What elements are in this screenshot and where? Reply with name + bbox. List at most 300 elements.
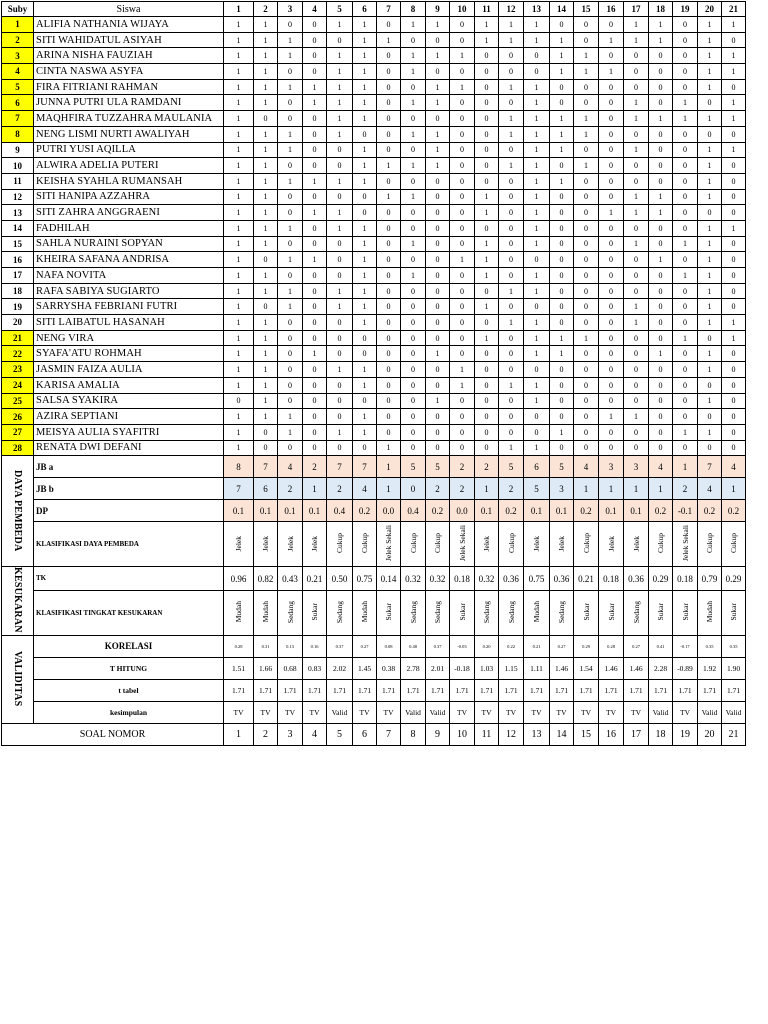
score-cell: 1 bbox=[698, 220, 722, 236]
score-cell: 0 bbox=[624, 283, 649, 299]
score-cell: 0 bbox=[450, 189, 475, 205]
score-cell: 0 bbox=[499, 64, 524, 80]
score-cell: 0 bbox=[377, 362, 401, 378]
item-analysis-table bbox=[1, 1, 746, 746]
score-cell: 1 bbox=[353, 64, 377, 80]
score-cell: 0 bbox=[722, 158, 746, 174]
score-cell: 1 bbox=[254, 48, 278, 64]
kdp-value bbox=[475, 522, 499, 567]
score-cell: 1 bbox=[524, 220, 550, 236]
tk-value: 0.82 bbox=[254, 567, 278, 591]
score-cell: 0 bbox=[377, 346, 401, 362]
score-cell: 0 bbox=[426, 64, 450, 80]
kor-value: 0.35 bbox=[698, 635, 722, 657]
nom-value: 16 bbox=[599, 723, 624, 745]
item-number-header: 4 bbox=[303, 2, 327, 17]
score-cell: 0 bbox=[550, 299, 574, 315]
score-cell: 0 bbox=[649, 142, 673, 158]
score-cell: 0 bbox=[698, 126, 722, 142]
jba-label: JB a bbox=[34, 456, 224, 478]
score-cell: 0 bbox=[550, 236, 574, 252]
score-cell: 1 bbox=[624, 299, 649, 315]
score-cell: 0 bbox=[550, 268, 574, 284]
score-cell: 1 bbox=[499, 315, 524, 331]
kdp-row bbox=[2, 522, 746, 567]
score-cell: 0 bbox=[649, 64, 673, 80]
score-cell: 0 bbox=[499, 142, 524, 158]
kdp-value bbox=[649, 522, 673, 567]
score-cell: 1 bbox=[624, 315, 649, 331]
score-cell: 0 bbox=[278, 377, 303, 393]
score-cell: 0 bbox=[254, 440, 278, 456]
kes-value: Valid bbox=[401, 701, 426, 723]
kdp-value-text: Jelek bbox=[606, 535, 616, 551]
ktk-value bbox=[524, 591, 550, 636]
student-number: 24 bbox=[2, 377, 34, 393]
score-cell: 0 bbox=[499, 393, 524, 409]
item-number-header: 10 bbox=[450, 2, 475, 17]
student-number: 4 bbox=[2, 64, 34, 80]
score-cell: 0 bbox=[698, 95, 722, 111]
score-cell: 0 bbox=[353, 330, 377, 346]
score-cell: 0 bbox=[599, 440, 624, 456]
kdp-value bbox=[722, 522, 746, 567]
score-cell: 0 bbox=[574, 142, 599, 158]
dp-value: 0.2 bbox=[574, 500, 599, 522]
score-cell: 1 bbox=[224, 315, 254, 331]
student-name: SITI HANIPA AZZAHRA bbox=[34, 189, 224, 205]
score-cell: 0 bbox=[599, 252, 624, 268]
score-cell: 1 bbox=[499, 440, 524, 456]
score-cell: 1 bbox=[722, 64, 746, 80]
kes-value: TV bbox=[624, 701, 649, 723]
score-cell: 0 bbox=[673, 142, 698, 158]
ktk-value-text: Sedang bbox=[631, 601, 641, 624]
score-cell: 0 bbox=[624, 440, 649, 456]
ktk-label: KLASIFIKASI TINGKAT KESUKARAN bbox=[34, 591, 224, 636]
student-number: 1 bbox=[2, 17, 34, 33]
jbb-value: 2 bbox=[278, 478, 303, 500]
score-cell: 0 bbox=[524, 424, 550, 440]
score-cell: 0 bbox=[599, 17, 624, 33]
score-cell: 0 bbox=[475, 393, 499, 409]
kdp-value-text: Cukup bbox=[506, 533, 516, 554]
score-cell: 0 bbox=[722, 409, 746, 425]
score-cell: 1 bbox=[475, 32, 499, 48]
score-cell: 1 bbox=[327, 48, 353, 64]
kor-value: 0.41 bbox=[649, 635, 673, 657]
score-cell: 0 bbox=[475, 142, 499, 158]
score-cell: 1 bbox=[698, 64, 722, 80]
th-value: 1.03 bbox=[475, 657, 499, 679]
item-number-header: 11 bbox=[475, 2, 499, 17]
tk-value: 0.50 bbox=[327, 567, 353, 591]
jba-value: 7 bbox=[698, 456, 722, 478]
score-cell: 0 bbox=[278, 111, 303, 127]
th-value: 1.90 bbox=[722, 657, 746, 679]
score-cell: 0 bbox=[550, 440, 574, 456]
score-cell: 0 bbox=[722, 424, 746, 440]
student-row bbox=[2, 236, 746, 252]
score-cell: 1 bbox=[426, 17, 450, 33]
dp-value: 0.2 bbox=[698, 500, 722, 522]
score-cell: 1 bbox=[278, 283, 303, 299]
score-cell: 1 bbox=[327, 95, 353, 111]
dp-value: 0.2 bbox=[426, 500, 450, 522]
score-cell: 0 bbox=[698, 440, 722, 456]
score-cell: 0 bbox=[303, 111, 327, 127]
tt-value: 1.71 bbox=[649, 679, 673, 701]
score-cell: 0 bbox=[377, 111, 401, 127]
jba-value: 1 bbox=[377, 456, 401, 478]
score-cell: 1 bbox=[224, 409, 254, 425]
item-number-header: 1 bbox=[224, 2, 254, 17]
ktk-value-text: Sukar bbox=[680, 603, 690, 621]
jbb-value: 1 bbox=[599, 478, 624, 500]
score-cell: 0 bbox=[673, 315, 698, 331]
score-cell: 1 bbox=[254, 393, 278, 409]
kor-label: KORELASI bbox=[34, 635, 224, 657]
jba-value: 5 bbox=[499, 456, 524, 478]
score-cell: 0 bbox=[426, 32, 450, 48]
student-name: RENATA DWI DEFANI bbox=[34, 440, 224, 456]
score-cell: 1 bbox=[550, 32, 574, 48]
score-cell: 0 bbox=[303, 330, 327, 346]
student-number: 2 bbox=[2, 32, 34, 48]
jba-value: 7 bbox=[254, 456, 278, 478]
score-cell: 0 bbox=[722, 252, 746, 268]
daya-pembeda-section bbox=[2, 456, 34, 567]
score-cell: 0 bbox=[303, 126, 327, 142]
kes-value: Valid bbox=[698, 701, 722, 723]
score-cell: 0 bbox=[574, 424, 599, 440]
tt-row bbox=[2, 679, 746, 701]
score-cell: 1 bbox=[550, 173, 574, 189]
score-cell: 1 bbox=[353, 48, 377, 64]
student-number: 7 bbox=[2, 111, 34, 127]
score-cell: 1 bbox=[624, 409, 649, 425]
score-cell: 0 bbox=[327, 315, 353, 331]
score-cell: 0 bbox=[401, 393, 426, 409]
score-cell: 1 bbox=[722, 315, 746, 331]
th-value: 1.11 bbox=[524, 657, 550, 679]
kor-value: 0.37 bbox=[327, 635, 353, 657]
score-cell: 0 bbox=[278, 346, 303, 362]
score-cell: 0 bbox=[649, 315, 673, 331]
score-cell: 0 bbox=[624, 393, 649, 409]
score-cell: 0 bbox=[574, 440, 599, 456]
score-cell: 1 bbox=[353, 377, 377, 393]
ktk-value-text: Mudah bbox=[234, 601, 243, 623]
student-name: CINTA NASWA ASYFA bbox=[34, 64, 224, 80]
score-cell: 0 bbox=[353, 126, 377, 142]
tt-value: 1.71 bbox=[524, 679, 550, 701]
score-cell: 1 bbox=[303, 79, 327, 95]
score-cell: 0 bbox=[722, 346, 746, 362]
nom-value: 17 bbox=[624, 723, 649, 745]
jba-value: 5 bbox=[401, 456, 426, 478]
score-cell: 1 bbox=[254, 189, 278, 205]
score-cell: 0 bbox=[278, 64, 303, 80]
score-cell: 0 bbox=[550, 79, 574, 95]
student-number: 22 bbox=[2, 346, 34, 362]
score-cell: 0 bbox=[254, 111, 278, 127]
ktk-value bbox=[673, 591, 698, 636]
th-value: 1.54 bbox=[574, 657, 599, 679]
score-cell: 0 bbox=[698, 330, 722, 346]
suby-header: Suby bbox=[2, 2, 34, 17]
score-cell: 0 bbox=[624, 268, 649, 284]
score-cell: 0 bbox=[327, 189, 353, 205]
tt-value: 1.71 bbox=[377, 679, 401, 701]
dp-value: 0.1 bbox=[224, 500, 254, 522]
student-row bbox=[2, 173, 746, 189]
score-cell: 0 bbox=[278, 189, 303, 205]
ktk-value-text: Mudah bbox=[705, 601, 714, 623]
score-cell: 1 bbox=[224, 64, 254, 80]
score-cell: 0 bbox=[377, 236, 401, 252]
score-cell: 0 bbox=[550, 362, 574, 378]
dp-row bbox=[2, 500, 746, 522]
score-cell: 0 bbox=[574, 362, 599, 378]
jbb-value: 5 bbox=[524, 478, 550, 500]
score-cell: 0 bbox=[673, 173, 698, 189]
item-number-header: 20 bbox=[698, 2, 722, 17]
score-cell: 1 bbox=[649, 111, 673, 127]
tt-value: 1.71 bbox=[499, 679, 524, 701]
score-cell: 0 bbox=[673, 48, 698, 64]
jba-value: 4 bbox=[649, 456, 673, 478]
score-cell: 1 bbox=[499, 111, 524, 127]
score-cell: 0 bbox=[550, 158, 574, 174]
kes-value: TV bbox=[574, 701, 599, 723]
score-cell: 0 bbox=[303, 440, 327, 456]
th-value: 1.46 bbox=[599, 657, 624, 679]
score-cell: 0 bbox=[426, 111, 450, 127]
score-cell: 1 bbox=[327, 362, 353, 378]
kes-value: TV bbox=[673, 701, 698, 723]
score-cell: 1 bbox=[353, 79, 377, 95]
score-cell: 1 bbox=[649, 252, 673, 268]
score-cell: 0 bbox=[401, 362, 426, 378]
kes-value: TV bbox=[254, 701, 278, 723]
score-cell: 1 bbox=[353, 95, 377, 111]
score-cell: 0 bbox=[722, 205, 746, 221]
score-cell: 0 bbox=[377, 126, 401, 142]
score-cell: 0 bbox=[599, 189, 624, 205]
score-cell: 1 bbox=[599, 32, 624, 48]
nom-value: 2 bbox=[254, 723, 278, 745]
score-cell: 0 bbox=[303, 283, 327, 299]
score-cell: 0 bbox=[599, 393, 624, 409]
score-cell: 0 bbox=[303, 409, 327, 425]
score-cell: 1 bbox=[426, 158, 450, 174]
kes-value: Valid bbox=[327, 701, 353, 723]
kor-value: 0.35 bbox=[722, 635, 746, 657]
ktk-value-text: Sedang bbox=[433, 601, 442, 624]
score-cell: 1 bbox=[550, 330, 574, 346]
kes-label: kesimpulan bbox=[34, 701, 224, 723]
jba-value: 4 bbox=[574, 456, 599, 478]
score-cell: 1 bbox=[524, 268, 550, 284]
score-cell: 1 bbox=[224, 220, 254, 236]
ktk-value bbox=[278, 591, 303, 636]
score-cell: 1 bbox=[524, 283, 550, 299]
ktk-value-text: Sukar bbox=[310, 603, 319, 621]
jba-value: 7 bbox=[353, 456, 377, 478]
score-cell: 1 bbox=[550, 346, 574, 362]
jbb-row bbox=[2, 478, 746, 500]
score-cell: 0 bbox=[327, 236, 353, 252]
score-cell: 1 bbox=[224, 236, 254, 252]
kor-value: 0.37 bbox=[426, 635, 450, 657]
validitas-section-label: VALIDITAS bbox=[12, 650, 23, 707]
score-cell: 0 bbox=[624, 126, 649, 142]
ktk-value bbox=[224, 591, 254, 636]
score-cell: 0 bbox=[401, 330, 426, 346]
tk-value: 0.29 bbox=[649, 567, 673, 591]
jbb-value: 4 bbox=[353, 478, 377, 500]
student-row bbox=[2, 440, 746, 456]
score-cell: 0 bbox=[450, 393, 475, 409]
nom-value: 4 bbox=[303, 723, 327, 745]
jba-value: 1 bbox=[673, 456, 698, 478]
student-number: 12 bbox=[2, 189, 34, 205]
student-row bbox=[2, 142, 746, 158]
th-value: 2.01 bbox=[426, 657, 450, 679]
item-number-header: 12 bbox=[499, 2, 524, 17]
score-cell: 1 bbox=[426, 346, 450, 362]
kdp-value-text: Jelek bbox=[234, 535, 243, 551]
student-row bbox=[2, 79, 746, 95]
jba-value: 2 bbox=[450, 456, 475, 478]
score-cell: 0 bbox=[624, 252, 649, 268]
score-cell: 1 bbox=[698, 393, 722, 409]
item-number-header: 18 bbox=[649, 2, 673, 17]
tt-value: 1.71 bbox=[599, 679, 624, 701]
score-cell: 1 bbox=[401, 48, 426, 64]
kdp-value-text: Jelek bbox=[285, 535, 295, 551]
score-cell: 1 bbox=[649, 189, 673, 205]
score-cell: 0 bbox=[673, 409, 698, 425]
score-cell: 0 bbox=[649, 440, 673, 456]
score-cell: 1 bbox=[649, 346, 673, 362]
score-cell: 1 bbox=[224, 377, 254, 393]
score-cell: 0 bbox=[599, 95, 624, 111]
kdp-value-text: Jelek bbox=[631, 535, 641, 551]
kdp-value-text: Cukup bbox=[408, 533, 418, 554]
score-cell: 0 bbox=[475, 440, 499, 456]
score-cell: 0 bbox=[377, 48, 401, 64]
score-cell: 1 bbox=[574, 111, 599, 127]
score-cell: 0 bbox=[624, 330, 649, 346]
student-number: 5 bbox=[2, 79, 34, 95]
score-cell: 1 bbox=[574, 158, 599, 174]
kor-value: 0.27 bbox=[353, 635, 377, 657]
score-cell: 1 bbox=[278, 252, 303, 268]
kor-value: -0.03 bbox=[450, 635, 475, 657]
tt-value: 1.71 bbox=[224, 679, 254, 701]
score-cell: 0 bbox=[353, 189, 377, 205]
score-cell: 1 bbox=[327, 220, 353, 236]
kdp-label: KLASIFIKASI DAYA PEMBEDA bbox=[34, 522, 224, 567]
student-number: 25 bbox=[2, 393, 34, 409]
score-cell: 1 bbox=[327, 283, 353, 299]
kes-value: Valid bbox=[426, 701, 450, 723]
score-cell: 0 bbox=[327, 32, 353, 48]
tt-value: 1.71 bbox=[254, 679, 278, 701]
score-cell: 0 bbox=[303, 315, 327, 331]
score-cell: 0 bbox=[722, 393, 746, 409]
jbb-value: 1 bbox=[475, 478, 499, 500]
ktk-value bbox=[450, 591, 475, 636]
kor-value: 0.21 bbox=[524, 635, 550, 657]
score-cell: 0 bbox=[599, 79, 624, 95]
student-row bbox=[2, 299, 746, 315]
jba-value: 2 bbox=[303, 456, 327, 478]
score-cell: 0 bbox=[574, 189, 599, 205]
tk-value: 0.29 bbox=[722, 567, 746, 591]
score-cell: 0 bbox=[722, 32, 746, 48]
kdp-value bbox=[624, 522, 649, 567]
score-cell: 1 bbox=[254, 126, 278, 142]
score-cell: 1 bbox=[327, 79, 353, 95]
kdp-value bbox=[278, 522, 303, 567]
score-cell: 0 bbox=[401, 79, 426, 95]
score-cell: 1 bbox=[722, 142, 746, 158]
ktk-value bbox=[649, 591, 673, 636]
dp-value: 0.4 bbox=[327, 500, 353, 522]
kdp-value bbox=[550, 522, 574, 567]
score-cell: 1 bbox=[327, 111, 353, 127]
ktk-value bbox=[574, 591, 599, 636]
kdp-value-text: Jelek bbox=[482, 535, 491, 551]
score-cell: 0 bbox=[475, 424, 499, 440]
score-cell: 0 bbox=[401, 299, 426, 315]
kesukaran-section-label: KESUKARAN bbox=[12, 567, 23, 633]
score-cell: 0 bbox=[649, 362, 673, 378]
student-row bbox=[2, 268, 746, 284]
score-cell: 0 bbox=[327, 393, 353, 409]
score-cell: 0 bbox=[673, 220, 698, 236]
kdp-value-text: Jelek bbox=[532, 535, 541, 551]
score-cell: 1 bbox=[550, 424, 574, 440]
nom-value: 5 bbox=[327, 723, 353, 745]
score-cell: 0 bbox=[599, 158, 624, 174]
score-cell: 0 bbox=[278, 236, 303, 252]
item-number-header: 21 bbox=[722, 2, 746, 17]
score-cell: 1 bbox=[224, 205, 254, 221]
score-cell: 1 bbox=[353, 111, 377, 127]
score-cell: 0 bbox=[673, 158, 698, 174]
jba-value: 6 bbox=[524, 456, 550, 478]
kdp-value bbox=[401, 522, 426, 567]
score-cell: 1 bbox=[524, 315, 550, 331]
score-cell: 1 bbox=[353, 142, 377, 158]
score-cell: 0 bbox=[401, 315, 426, 331]
kdp-value bbox=[524, 522, 550, 567]
score-cell: 0 bbox=[426, 205, 450, 221]
score-cell: 1 bbox=[722, 95, 746, 111]
score-cell: 1 bbox=[353, 283, 377, 299]
score-cell: 1 bbox=[698, 79, 722, 95]
tk-value: 0.75 bbox=[524, 567, 550, 591]
ktk-row bbox=[2, 591, 746, 636]
score-cell: 1 bbox=[574, 48, 599, 64]
kes-value: Valid bbox=[649, 701, 673, 723]
score-cell: 0 bbox=[303, 362, 327, 378]
kor-value: 0.48 bbox=[401, 635, 426, 657]
